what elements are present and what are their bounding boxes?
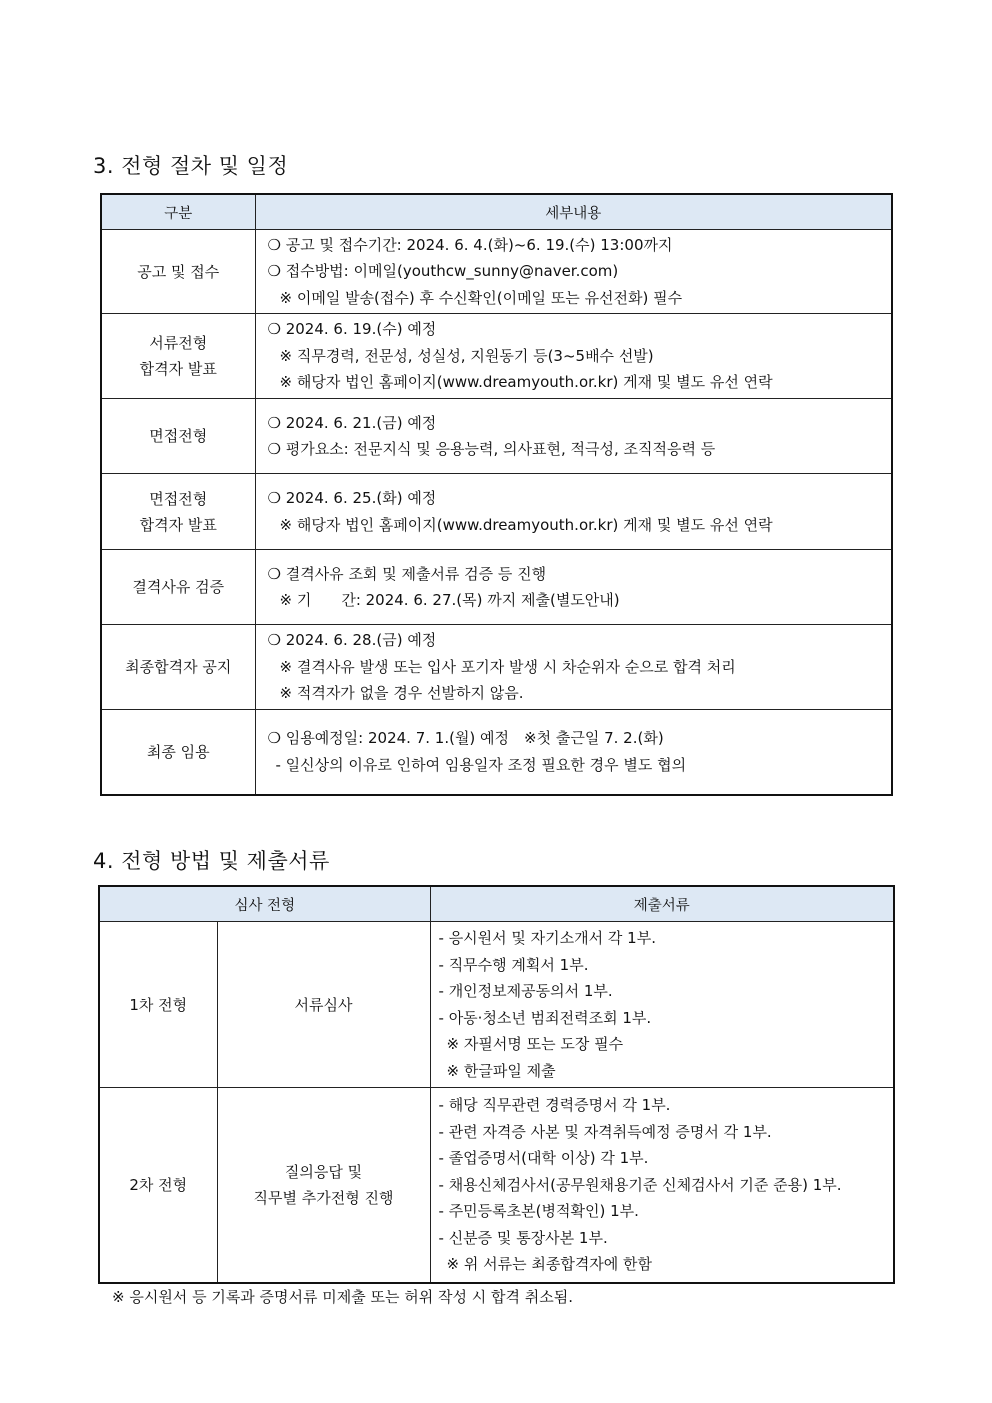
table-row (101, 625, 892, 710)
table-row (101, 550, 892, 625)
list-item: - 해당 직무관련 경력증명서 각 1부. (438, 1096, 671, 1114)
table-row (101, 314, 892, 399)
list-item: - 신분증 및 통장사본 1부. (438, 1228, 608, 1247)
row-details: ❍ 2024. 6. 21.(금) 예정 ❍ 평가요소: 전문지식 및 응용능력, 의사표현, 적극성, 조직적응력 등 (255, 399, 892, 474)
header-category: 구분 (101, 194, 255, 230)
list-item: - 응시원서 및 자기소개서 각 1부. (438, 929, 656, 947)
documents-list (430, 922, 894, 1088)
list-item: ※ 위 서류는 최종합격자에 한함 (446, 1255, 653, 1273)
table-row (101, 399, 892, 474)
row-details: ❍ 공고 및 접수기간: 2024. 6. 4.(화)~6. 19.(수) 13:00까지 ❍ 접수방법: 이메일(youthcw_sunny@naver.com) ※ 이메일 발송(접수) 후 수신확인(이메일 또는 유선전화) 필수 (255, 230, 892, 314)
list-item: ※ 한글파일 제출 (446, 1061, 556, 1080)
method-label: 질의응답 및 직무별 추가전형 진행 (217, 1088, 430, 1283)
row-details: ❍ 2024. 6. 19.(수) 예정 ※ 직무경력, 전문성, 성실성, 지원동기 등(3~5배수 선발) ※ 해당자 법인 홈페이지(www.dreamyouth.or.kr) 게재 및 별도 유선 연락 (255, 314, 892, 399)
header-documents: 제출서류 (430, 886, 894, 922)
method-label: 서류심사 (217, 922, 430, 1088)
documents-list (430, 1088, 894, 1283)
footnote: ※ 응시원서 등 기록과 증명서류 미제출 또는 허위 작성 시 합격 취소됨. (112, 1288, 574, 1306)
table-row (99, 1088, 894, 1283)
header-details: 세부내용 (255, 194, 892, 230)
schedule-table (100, 193, 893, 796)
stage-label: 1차 전형 (99, 922, 217, 1088)
documents-table (98, 885, 895, 1284)
list-item: ※ 자필서명 또는 도장 필수 (446, 1035, 624, 1053)
table-row (101, 474, 892, 550)
row-category: 최종합격자 공지 (101, 625, 255, 710)
list-item: - 졸업증명서(대학 이상) 각 1부. (438, 1149, 649, 1167)
section4-title: 4. 전형 방법 및 제출서류 (93, 849, 330, 873)
list-item: - 관련 자격증 사본 및 자격취득예정 증명서 각 1부. (438, 1122, 772, 1141)
stage-label: 2차 전형 (99, 1088, 217, 1283)
table-row (101, 230, 892, 314)
row-details: ❍ 결격사유 조회 및 제출서류 검증 등 진행 ※ 기 간: 2024. 6. 27.(목) 까지 제출(별도안내) (255, 550, 892, 625)
header-screening: 심사 전형 (99, 886, 430, 922)
row-category: 공고 및 접수 (101, 230, 255, 314)
list-item: - 채용신체검사서(공무원채용기준 신체검사서 기준 준용) 1부. (438, 1175, 842, 1194)
row-details: ❍ 임용예정일: 2024. 7. 1.(월) 예정 ※첫 출근일 7. 2.(화) - 일신상의 이유로 인하여 임용일자 조정 필요한 경우 별도 협의 (255, 710, 892, 795)
list-item: - 아동·청소년 범죄전력조회 1부. (438, 1008, 652, 1027)
row-category: 최종 임용 (101, 710, 255, 795)
section3-title: 3. 전형 절차 및 일정 (93, 154, 289, 178)
row-details: ❍ 2024. 6. 28.(금) 예정 ※ 결격사유 발생 또는 입사 포기자 발생 시 차순위자 순으로 합격 처리 ※ 적격자가 없을 경우 선발하지 않음. (255, 625, 892, 710)
table-row (101, 710, 892, 795)
row-category: 면접전형 합격자 발표 (101, 474, 255, 550)
row-category: 결격사유 검증 (101, 550, 255, 625)
row-details: ❍ 2024. 6. 25.(화) 예정 ※ 해당자 법인 홈페이지(www.dreamyouth.or.kr) 게재 및 별도 유선 연락 (255, 474, 892, 550)
table-row (99, 922, 894, 1088)
list-item: - 직무수행 계획서 1부. (438, 955, 589, 974)
list-item: - 개인정보제공동의서 1부. (438, 982, 613, 1000)
row-category: 서류전형 합격자 발표 (101, 314, 255, 399)
list-item: - 주민등록초본(병적확인) 1부. (438, 1202, 639, 1220)
row-category: 면접전형 (101, 399, 255, 474)
